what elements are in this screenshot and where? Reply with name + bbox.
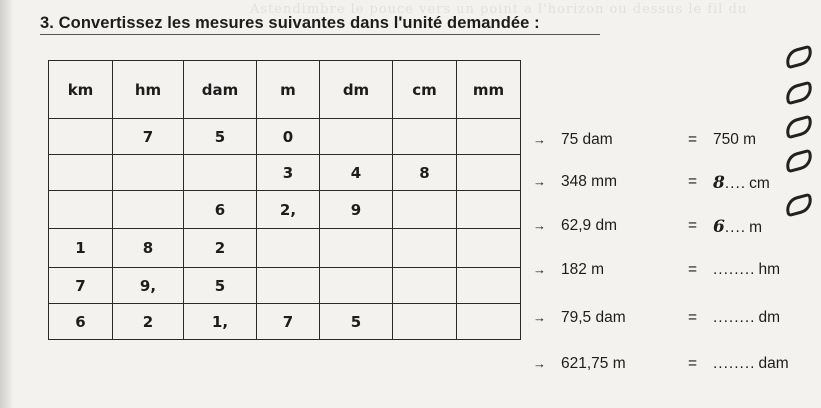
table-cell	[457, 119, 521, 155]
table-cell	[257, 268, 320, 304]
header-mm: mm	[457, 61, 521, 119]
arrow-icon: →	[533, 262, 546, 277]
table-row	[49, 155, 521, 191]
equals-sign: =	[688, 261, 698, 278]
exercise-item	[533, 306, 813, 336]
table-cell: 3	[257, 155, 320, 191]
exercise-value: 621,75 m	[561, 355, 626, 372]
table-cell: 2,	[257, 191, 320, 229]
page-shadow	[0, 0, 14, 408]
answer-field[interactable]	[713, 355, 789, 373]
table-cell: 5	[184, 268, 257, 304]
answer-blank: ........	[713, 355, 756, 372]
table-cell: 9	[320, 191, 393, 229]
title-underline	[40, 34, 600, 35]
table-cell	[457, 191, 521, 229]
table-cell	[393, 304, 457, 340]
table-cell: 5	[184, 119, 257, 155]
exercise-item	[533, 352, 813, 382]
table-row	[49, 268, 521, 304]
conversion-table	[48, 60, 521, 340]
header-m: m	[257, 61, 320, 119]
binding-spiral-icon	[783, 45, 815, 70]
header-dam: dam	[184, 61, 257, 119]
equals-sign: =	[688, 309, 698, 326]
exercise-item	[533, 214, 813, 244]
table-cell	[184, 155, 257, 191]
table-cell: 6	[49, 304, 113, 340]
answer-blank: ....	[724, 175, 747, 192]
table-cell: 9,	[113, 268, 184, 304]
arrow-icon: →	[533, 132, 546, 147]
answer-blank: ....	[724, 219, 747, 236]
header-cm: cm	[393, 61, 457, 119]
table-row	[49, 304, 521, 340]
table-cell	[257, 229, 320, 268]
exercise-item	[533, 170, 813, 200]
answer-field[interactable]	[713, 131, 756, 149]
table-cell	[393, 191, 457, 229]
bleed-through-text: Astendimbre le pouce vers un point a l'horizon ou dessus le fil du	[250, 2, 748, 17]
handwritten-answer: 6	[713, 217, 725, 237]
exercise-item	[533, 258, 813, 288]
table-cell: 7	[113, 119, 184, 155]
table-cell	[49, 191, 113, 229]
table-row	[49, 229, 521, 268]
table-cell: 6	[184, 191, 257, 229]
table-row	[49, 191, 521, 229]
exercise-value: 75 dam	[561, 131, 613, 148]
equals-sign: =	[688, 131, 698, 148]
table-cell: 2	[113, 304, 184, 340]
arrow-icon: →	[533, 174, 546, 189]
table-cell	[320, 229, 393, 268]
table-cell: 7	[49, 268, 113, 304]
answer-field[interactable]	[713, 173, 770, 193]
header-km: km	[49, 61, 113, 119]
exercise-value: 348 mm	[561, 173, 617, 190]
table-cell	[49, 155, 113, 191]
table-cell: 0	[257, 119, 320, 155]
table-cell: 8	[393, 155, 457, 191]
header-dm: dm	[320, 61, 393, 119]
equals-sign: =	[688, 173, 698, 190]
arrow-icon: →	[533, 218, 546, 233]
exercise-value: 79,5 dam	[561, 309, 626, 326]
answer-unit: m	[749, 219, 762, 236]
table-cell	[113, 155, 184, 191]
answer-unit: dm	[758, 309, 780, 326]
table-cell: 1	[49, 229, 113, 268]
arrow-icon: →	[533, 356, 546, 371]
table-cell: 1,	[184, 304, 257, 340]
table-cell	[113, 191, 184, 229]
table-row	[49, 119, 521, 155]
table-cell	[457, 268, 521, 304]
table-cell	[49, 119, 113, 155]
equals-sign: =	[688, 217, 698, 234]
answer-blank: ........	[713, 261, 756, 278]
exercise-item	[533, 128, 813, 158]
answer-unit: hm	[758, 261, 780, 278]
table-cell: 2	[184, 229, 257, 268]
table-cell	[393, 268, 457, 304]
answer-field[interactable]	[713, 261, 780, 279]
answer-blank: ........	[713, 309, 756, 326]
handwritten-answer: 8	[713, 173, 725, 193]
table-cell: 5	[320, 304, 393, 340]
table-cell	[393, 229, 457, 268]
answer-field[interactable]	[713, 309, 780, 327]
table-cell: 4	[320, 155, 393, 191]
table-header-row	[49, 61, 521, 119]
table-cell	[457, 229, 521, 268]
table-cell	[457, 155, 521, 191]
table-cell	[393, 119, 457, 155]
table-cell	[457, 304, 521, 340]
table-cell: 7	[257, 304, 320, 340]
answer-field[interactable]	[713, 217, 762, 237]
exercise-value: 62,9 dm	[561, 217, 618, 234]
table-cell	[320, 268, 393, 304]
answer-unit: cm	[749, 175, 770, 192]
answer-unit: dam	[758, 355, 789, 372]
exercise-title: 3. Convertissez les mesures suivantes dans l'unité demandée :	[40, 14, 540, 32]
exercise-value: 182 m	[561, 261, 605, 278]
binding-spiral-icon	[783, 81, 815, 106]
header-hm: hm	[113, 61, 184, 119]
answer-text: 750 m	[713, 131, 757, 148]
table-cell	[320, 119, 393, 155]
table-cell: 8	[113, 229, 184, 268]
equals-sign: =	[688, 355, 698, 372]
arrow-icon: →	[533, 310, 546, 325]
